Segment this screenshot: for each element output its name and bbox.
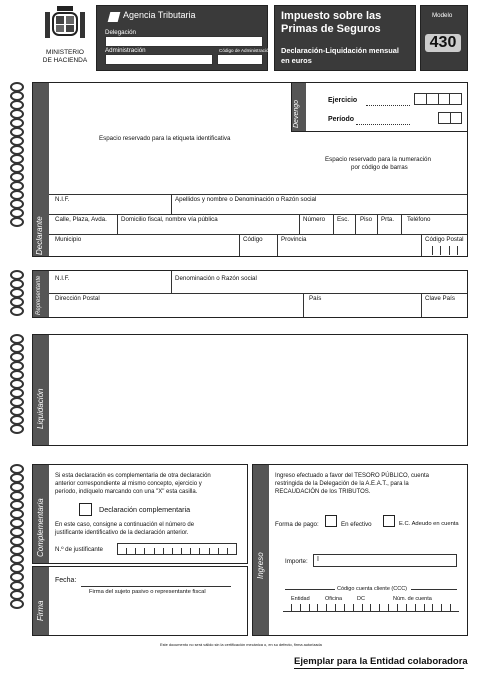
- firma-side-label: Firma: [36, 600, 45, 621]
- codigo-admin-label: Código de Administración: [219, 48, 272, 53]
- comp-text-5: justificante identificativo de la declaración anterior.: [55, 530, 189, 536]
- firma-section: [32, 566, 248, 636]
- prta-label: Prta.: [381, 216, 395, 223]
- complementaria-side-label: Complementaria: [36, 498, 45, 557]
- ingreso-text-2: restringida de la Delegación de la A.E.A.T., para la: [275, 481, 409, 487]
- ccc-input[interactable]: [283, 604, 459, 612]
- ejercicio-label: Ejercicio: [328, 97, 358, 104]
- justificante-label: N.º de justificante: [55, 546, 104, 553]
- agency-box: [96, 5, 272, 71]
- provincia-label: Provincia: [281, 236, 307, 243]
- forma-pago-label: Forma de pago:: [275, 521, 319, 528]
- tax-title-line-2: Primas de Seguros: [281, 23, 381, 35]
- liquidacion-section: [32, 334, 468, 446]
- comp-text-1: Si esta declaración es complementaria de otra declaración: [55, 473, 211, 479]
- ingreso-side-label: Ingreso: [256, 552, 265, 579]
- efectivo-checkbox[interactable]: [325, 515, 337, 527]
- nif-label: N.I.F.: [55, 196, 70, 203]
- ingreso-text-3: RECAUDACIÓN de los TRIBUTOS.: [275, 489, 371, 495]
- declaracion-line-2: en euros: [281, 56, 312, 65]
- calle-label: Calle, Plaza, Avda.: [55, 216, 107, 223]
- declaracion-line-1: Declaración-Liquidación mensual: [281, 46, 399, 55]
- numero-label: Número: [303, 216, 326, 223]
- piso-label: Piso: [360, 216, 373, 223]
- importe-prefix: I: [317, 556, 319, 563]
- chain-liquidacion: [10, 334, 28, 444]
- rep-nif-label: N.I.F.: [55, 275, 70, 282]
- firma-label: Firma del sujeto pasivo o representante fiscal: [89, 589, 206, 595]
- codigo-postal-ticks[interactable]: [425, 246, 465, 255]
- municipio-label: Municipio: [55, 236, 82, 243]
- modelo-number: 430: [425, 34, 461, 52]
- telefono-label: Teléfono: [407, 216, 431, 223]
- liquidacion-area[interactable]: [51, 337, 465, 443]
- codigo-postal-label: Código Postal: [425, 236, 464, 243]
- ccc-dc-label: DC: [357, 596, 365, 602]
- agency-name: Agencia Tributaria: [123, 10, 196, 20]
- modelo-label: Modelo: [432, 12, 453, 19]
- chain-representante: [10, 270, 28, 316]
- reserved-label-area: Espacio reservado para la etiqueta identificativa: [99, 135, 231, 142]
- delegacion-label: Delegación: [105, 29, 136, 36]
- ministry-name: MINISTERIO DE HACIENDA: [42, 49, 88, 64]
- declarante-side-label: Declarante: [35, 216, 44, 255]
- chain-declarante: [10, 82, 28, 256]
- domicilio-label: Domicilio fiscal, nombre vía pública: [121, 216, 218, 223]
- ingreso-section: [252, 464, 468, 636]
- agency-logo-icon: [108, 12, 121, 22]
- rep-denominacion-label: Denominación o Razón social: [175, 275, 257, 282]
- ccc-num-cuenta-label: Núm. de cuenta: [393, 596, 432, 602]
- coat-of-arms-icon: [40, 4, 90, 44]
- ccc-entidad-label: Entidad: [291, 596, 310, 602]
- tax-title-box: [274, 5, 416, 71]
- devengo-label: Devengo: [293, 99, 300, 128]
- ministry-logo: [40, 4, 90, 66]
- ccc-oficina-label: Oficina: [325, 596, 343, 602]
- complementaria-section: [32, 464, 248, 564]
- apellidos-label: Apellidos y nombre o Denominación o Razón social: [175, 196, 317, 203]
- periodo-label: Período: [328, 116, 355, 123]
- ejercicio-input[interactable]: [414, 93, 462, 105]
- importe-input[interactable]: [313, 554, 457, 567]
- justificante-input[interactable]: [117, 543, 237, 555]
- efectivo-label: En efectivo: [341, 521, 372, 528]
- administracion-label: Administración: [105, 47, 146, 54]
- comp-text-2: anterior correspondiente al mismo concepto, ejercicio y: [55, 481, 202, 487]
- delegacion-input[interactable]: [105, 36, 263, 47]
- declarante-section: [32, 82, 468, 257]
- codigo-admin-input[interactable]: [217, 54, 263, 65]
- adeudo-checkbox[interactable]: [383, 515, 395, 527]
- adeudo-label: E.C. Adeudo en cuenta: [399, 521, 459, 527]
- devengo-block: [291, 83, 468, 132]
- periodo-input[interactable]: [438, 112, 462, 124]
- esc-label: Esc.: [337, 216, 350, 223]
- ccc-title: Código cuenta cliente (CCC): [337, 586, 408, 592]
- fecha-label: Fecha:: [55, 577, 77, 584]
- rep-direccion-label: Dirección Postal: [55, 295, 100, 302]
- codigo-label: Código: [243, 236, 263, 243]
- administracion-input[interactable]: [105, 54, 213, 65]
- importe-label: Importe:: [285, 558, 308, 565]
- comp-text-4: En este caso, consigne a continuación el número de: [55, 522, 195, 528]
- chain-complementaria: [10, 464, 28, 634]
- complementaria-check-label: Declaración complementaria: [99, 505, 191, 514]
- footer-note: Este documento no será válido sin la certificación mecánica o, en su defecto, firma autorizada: [160, 642, 322, 647]
- representante-section: [32, 270, 468, 318]
- liquidacion-side-label: Liquidación: [36, 388, 45, 429]
- representante-side-label: Representante: [36, 275, 42, 315]
- rep-pais-label: País: [309, 295, 322, 302]
- barcode-area-line-1: Espacio reservado para la numeración: [325, 156, 431, 163]
- rep-clave-pais-label: Clave País: [425, 295, 455, 302]
- barcode-area-line-2: por código de barras: [351, 164, 408, 171]
- tax-title-line-1: Impuesto sobre las: [281, 10, 382, 22]
- copy-label: Ejemplar para la Entidad colaboradora: [294, 656, 468, 667]
- comp-text-3: período, indíquelo marcando con una "X" esta casilla.: [55, 489, 198, 495]
- fecha-line[interactable]: [81, 586, 231, 587]
- ingreso-text-1: Ingreso efectuado a favor del TESORO PÚBLICO, cuenta: [275, 473, 429, 479]
- modelo-box: [420, 5, 468, 71]
- complementaria-checkbox[interactable]: [79, 503, 92, 516]
